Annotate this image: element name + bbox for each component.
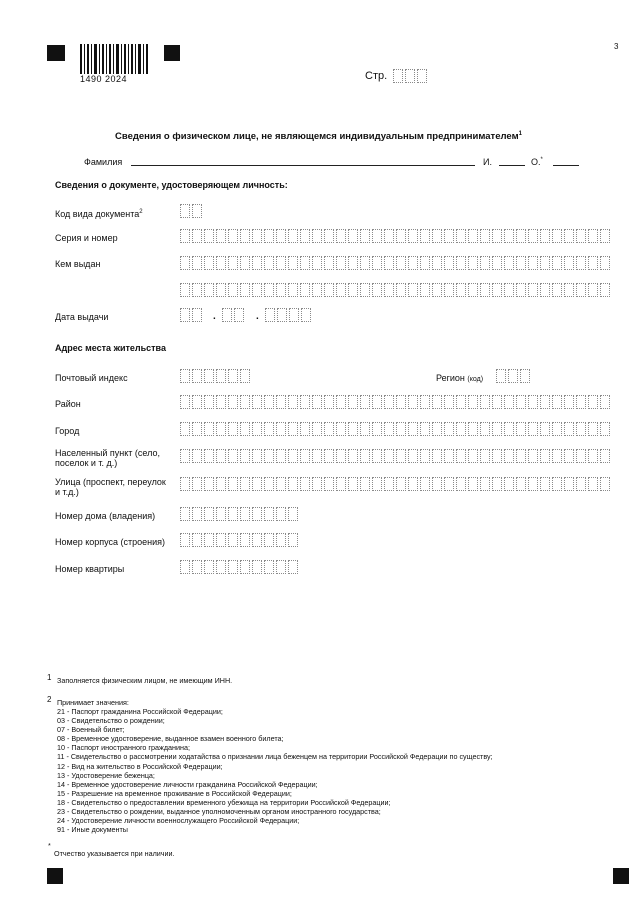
apartment-number-cells[interactable]	[180, 560, 300, 574]
list-item: 08 - Временное удостоверение, выданное взамен военного билета;	[57, 734, 284, 744]
barcode	[80, 44, 148, 78]
issued-by-cells-row-2[interactable]	[180, 283, 612, 297]
initial-i-label: И.	[483, 157, 492, 167]
surname-label: Фамилия	[84, 157, 123, 167]
house-number-cells[interactable]	[180, 507, 300, 521]
page-label: Стр.	[365, 70, 388, 82]
postal-code-label: Почтовый индекс	[55, 373, 128, 383]
barcode-number: 1490 2024	[80, 74, 128, 84]
address-section-heading: Адрес места жительства	[55, 343, 166, 353]
corner-marker-top-right	[164, 45, 180, 61]
region-code-cells[interactable]	[496, 369, 532, 383]
corner-marker-bottom-right	[613, 868, 629, 884]
footnote-2-intro: Принимает значения:	[57, 698, 129, 707]
district-cells[interactable]	[180, 395, 612, 409]
series-number-label: Серия и номер	[55, 233, 118, 243]
house-number-label: Номер дома (владения)	[55, 511, 156, 521]
issued-by-cells-row-1[interactable]	[180, 256, 612, 270]
initial-i-field[interactable]	[499, 165, 525, 166]
footnote-1-text: Заполняется физическим лицом, не имеющим ИНН.	[57, 676, 233, 685]
issued-by-label: Кем выдан	[55, 259, 101, 269]
apartment-number-label: Номер квартиры	[55, 564, 125, 574]
footnote-star-text: Отчество указывается при наличии.	[54, 849, 175, 858]
city-label: Город	[55, 426, 80, 436]
list-item: 12 - Вид на жительство в Российской Федерации;	[57, 761, 223, 771]
footnote-star-mark: *	[48, 841, 51, 850]
doc-code-label: Код вида документа$^2$	[55, 209, 143, 219]
settlement-label: Населенный пункт (село, поселок и т. д.)	[55, 448, 160, 468]
list-item: 23 - Свидетельство о рождении, выданное уполномоченным органом иностранного государства;	[57, 807, 381, 817]
doc-code-cells[interactable]	[180, 204, 204, 218]
list-item: 03 - Свидетельство о рождении;	[57, 716, 165, 726]
list-item: 18 - Свидетельство о предоставлении временного убежища на территории Российской Федерации;	[57, 797, 391, 807]
series-number-cells[interactable]	[180, 229, 612, 243]
list-item: 10 - Паспорт иностранного гражданина;	[57, 743, 190, 753]
settlement-cells[interactable]	[180, 449, 612, 463]
issue-date-label: Дата выдачи	[55, 312, 109, 322]
page-number-cells[interactable]	[393, 69, 429, 83]
district-label: Район	[55, 399, 81, 409]
city-cells[interactable]	[180, 422, 612, 436]
page-corner-number: 3	[614, 42, 619, 51]
region-label: Регион (код)	[436, 373, 484, 383]
date-separator: .	[256, 311, 259, 322]
list-item: 14 - Временное удостоверение личности гражданина Российской Федерации;	[57, 779, 318, 789]
document-section-heading: Сведения о документе, удостоверяющем личность:	[55, 180, 288, 190]
issue-date-year-cells[interactable]	[265, 308, 313, 322]
building-number-cells[interactable]	[180, 533, 300, 547]
document-code-list	[57, 707, 493, 834]
list-item: 91 - Иные документы	[57, 825, 128, 835]
corner-marker-bottom-left	[47, 868, 63, 884]
list-item: 21 - Паспорт гражданина Российской Федерации;	[57, 707, 223, 716]
footnote-1-mark: 1	[47, 673, 52, 682]
list-item: 15 - Разрешение на временное проживание в Российской Федерации;	[57, 788, 292, 798]
form-title: Сведения о физическом лице, не являющемся индивидуальным предпринимателем$^1$	[115, 131, 522, 143]
corner-marker-top-left	[47, 45, 65, 61]
list-item: 13 - Удостоверение беженца;	[57, 770, 155, 780]
street-cells[interactable]	[180, 477, 612, 491]
initial-o-label: О.*	[531, 157, 543, 167]
initial-o-field[interactable]	[553, 165, 579, 166]
list-item: 07 - Военный билет;	[57, 725, 125, 735]
footnote-2-mark: 2	[47, 695, 52, 704]
building-number-label: Номер корпуса (строения)	[55, 537, 166, 547]
issue-date-month-cells[interactable]	[222, 308, 246, 322]
postal-code-cells[interactable]	[180, 369, 252, 383]
date-separator: .	[213, 311, 216, 322]
surname-field[interactable]	[131, 165, 475, 166]
list-item: 11 - Свидетельство о рассмотрении ходатайства о признании лица беженцем на территории Российской Федерации по существу;	[57, 752, 493, 762]
street-label: Улица (проспект, переулок и т.д.)	[55, 477, 166, 497]
issue-date-day-cells[interactable]	[180, 308, 204, 322]
list-item: 24 - Удостоверение личности военнослужащего Российской Федерации;	[57, 816, 300, 826]
